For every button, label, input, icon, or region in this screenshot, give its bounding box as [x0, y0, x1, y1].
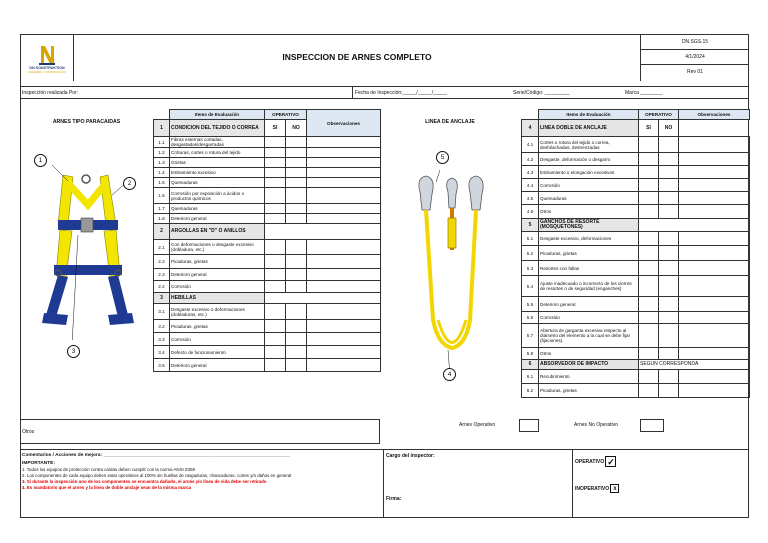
no-header: NO [286, 120, 307, 137]
item-text: Deterioro general [539, 297, 639, 312]
item-number: 4.3 [522, 166, 539, 179]
observaciones-cell[interactable] [307, 137, 381, 148]
si-cell[interactable] [265, 137, 286, 148]
arnes-no-operativo-label: Arnes No Operativo [574, 422, 618, 428]
si-cell[interactable] [265, 188, 286, 204]
table-row [522, 261, 750, 276]
observaciones-cell[interactable] [679, 384, 750, 398]
item-number: 5.1 [522, 232, 539, 246]
table-row [154, 304, 381, 320]
observaciones-cell[interactable] [679, 153, 750, 166]
si-cell[interactable] [639, 192, 659, 205]
left-evaluation-table [153, 109, 381, 372]
inoperativo-checkbox[interactable]: x [610, 484, 619, 493]
si-cell[interactable] [639, 276, 659, 297]
table-row [522, 324, 750, 348]
operativo-status [575, 456, 616, 467]
si-cell[interactable] [639, 348, 659, 360]
no-cell[interactable] [286, 333, 307, 346]
item-number: 5.7 [522, 324, 539, 348]
otros-row [20, 419, 380, 444]
no-cell[interactable] [659, 232, 679, 246]
no-cell[interactable] [659, 324, 679, 348]
firma-label: Firma: [386, 496, 402, 502]
si-cell[interactable] [639, 312, 659, 324]
item-number: 3.4 [154, 346, 170, 359]
section-spacer [265, 224, 381, 240]
otros-label: Otros [22, 429, 35, 435]
observaciones-cell[interactable] [679, 297, 750, 312]
si-header: SI [639, 120, 659, 137]
item-text: Picaduras, grietas [170, 255, 265, 269]
table-row [522, 205, 750, 219]
observaciones-cell[interactable] [307, 188, 381, 204]
section-spacer [639, 219, 750, 232]
observaciones-cell[interactable] [307, 168, 381, 178]
table-row [154, 255, 381, 269]
item-number: 5.3 [522, 261, 539, 276]
table-row [522, 276, 750, 297]
item-text: Otros [539, 205, 639, 219]
note-1: 1. Todos los equipos de protección contra caídas deben cumplir con la norma ANSI Z359 [22, 467, 195, 472]
item-number: 4.4 [522, 179, 539, 192]
section-title: HEBILLAS [170, 293, 265, 304]
no-cell[interactable] [659, 246, 679, 261]
table-row [154, 320, 381, 333]
item-text: Otros [539, 348, 639, 360]
no-cell[interactable] [659, 384, 679, 398]
item-text: Picaduras, grietas [539, 384, 639, 398]
doc-code: DN.SGS.15 [641, 34, 749, 50]
no-cell[interactable] [659, 261, 679, 276]
observaciones-cell[interactable] [679, 205, 750, 219]
observaciones-cell[interactable] [307, 281, 381, 293]
si-cell[interactable] [639, 246, 659, 261]
section-row [154, 293, 381, 304]
si-cell[interactable] [639, 324, 659, 348]
item-text: Deterioro general [170, 269, 265, 281]
item-text: Resortes con fallas [539, 261, 639, 276]
comentarios-label: Comentarios / Acciones de mejora: ______________________________________________________________________ [22, 453, 291, 458]
no-cell[interactable] [659, 166, 679, 179]
observaciones-cell[interactable] [307, 333, 381, 346]
inoperativo-label: INOPERATIVO [575, 485, 610, 492]
table-row [522, 348, 750, 360]
si-cell[interactable] [265, 333, 286, 346]
note-2: 2. Los componentes de cada equipo deben estar operativos al 100% sin huellas de rasgaduras, chancaduras, cortes y/o daños en general [22, 473, 292, 478]
item-number: 5.4 [522, 276, 539, 297]
item-number: 1.8 [154, 214, 170, 224]
table-row [522, 232, 750, 246]
item-text: Corrosión por exposición a ácidos o productos químicos [170, 188, 265, 204]
item-text: Grietas [170, 158, 265, 168]
logo-cell [20, 34, 74, 81]
callout-4: 4 [443, 368, 456, 381]
item-text: Estiramiento o elongación excesivos [539, 166, 639, 179]
item-number: 1 [154, 120, 170, 137]
item-number: 6 [522, 360, 539, 370]
item-number: 6.2 [522, 384, 539, 398]
si-cell[interactable] [639, 205, 659, 219]
note-3: 3. Si durante la inspección uno de los componentes se encuentra dañado, el arnés y/o línea de vida debe ser retirado [22, 479, 267, 484]
si-cell[interactable] [265, 168, 286, 178]
item-text: Defecto de funcionamiento [170, 346, 265, 359]
doc-date: 4/1/2024 [641, 50, 749, 65]
no-cell[interactable] [659, 137, 679, 153]
callout-2: 2 [123, 177, 136, 190]
section-title: CONDICION DEL TEJIDO O CORREA [170, 120, 265, 137]
item-text: Deterioro general [170, 214, 265, 224]
serie-label: Serie/Código: _________ [513, 90, 570, 96]
no-cell[interactable] [286, 240, 307, 255]
observaciones-cell[interactable] [307, 320, 381, 333]
no-cell[interactable] [659, 297, 679, 312]
observaciones-cell[interactable] [679, 246, 750, 261]
si-cell[interactable] [639, 261, 659, 276]
operativo-label: OPERATIVO [575, 458, 605, 465]
item-text: Con deformaciones o desgaste excesivo (dobladura, etc.) [170, 240, 265, 255]
item-text: Cortes o rotura del tejido o correa, deshilachadas, destrenzadas [539, 137, 639, 153]
observaciones-cell[interactable] [679, 179, 750, 192]
item-number: 6.1 [522, 370, 539, 384]
si-cell[interactable] [265, 320, 286, 333]
item-text: Desgaste excesivo o deformaciones (dobladuras, etc.) [170, 304, 265, 320]
item-number: 2.4 [154, 281, 170, 293]
no-cell[interactable] [286, 281, 307, 293]
si-cell[interactable] [265, 158, 286, 168]
si-header: SI [265, 120, 286, 137]
table-row [522, 370, 750, 384]
no-cell[interactable] [286, 214, 307, 224]
section-row [522, 360, 750, 370]
no-cell[interactable] [659, 205, 679, 219]
item-number: 4.2 [522, 153, 539, 166]
no-cell[interactable] [659, 192, 679, 205]
table-row [154, 178, 381, 188]
table-row [154, 158, 381, 168]
section-title: LINEA DOBLE DE ANCLAJE [539, 120, 639, 137]
right-items-header: Items de Evaluación [539, 110, 639, 120]
item-number: 4.1 [522, 137, 539, 153]
item-number: 2.1 [154, 240, 170, 255]
observaciones-cell[interactable] [679, 232, 750, 246]
info-divider [352, 86, 353, 99]
logo-name: DN KONSTRUKTION [29, 66, 65, 70]
observaciones-cell[interactable] [307, 148, 381, 158]
left-items-header: Items de Evaluación [170, 110, 265, 120]
si-cell[interactable] [265, 255, 286, 269]
si-cell[interactable] [639, 370, 659, 384]
item-number: 2.2 [154, 255, 170, 269]
logo-tagline: INGENIERIA Y CONSTRUCCION [28, 71, 66, 74]
no-cell[interactable] [286, 168, 307, 178]
item-number: 4 [522, 120, 539, 137]
left-obs-header: Observaciones [307, 110, 381, 137]
observaciones-cell[interactable] [307, 158, 381, 168]
observaciones-cell[interactable] [307, 255, 381, 269]
table-row [522, 312, 750, 324]
table-row [154, 188, 381, 204]
item-number: 5.8 [522, 348, 539, 360]
table-row [522, 166, 750, 179]
item-number: 4.6 [522, 205, 539, 219]
status-divider [572, 449, 573, 518]
lanyard-illustration [408, 170, 498, 370]
no-header: NO [659, 120, 679, 137]
table-row [522, 192, 750, 205]
si-cell[interactable] [265, 148, 286, 158]
no-cell[interactable] [659, 312, 679, 324]
item-text: Deterioro general [170, 359, 265, 372]
si-cell[interactable] [639, 297, 659, 312]
no-cell[interactable] [659, 179, 679, 192]
item-number: 4.5 [522, 192, 539, 205]
no-cell[interactable] [286, 359, 307, 372]
observaciones-cell[interactable] [307, 240, 381, 255]
item-number: 3.1 [154, 304, 170, 320]
observaciones-cell[interactable] [307, 346, 381, 359]
section-title: ABSORVEDOR DE IMPACTO [539, 360, 639, 370]
table-row [154, 333, 381, 346]
page-title: INSPECCION DE ARNES COMPLETO [282, 52, 432, 62]
header-meta [640, 34, 749, 81]
no-cell[interactable] [286, 137, 307, 148]
si-cell[interactable] [265, 214, 286, 224]
item-number: 1.2 [154, 148, 170, 158]
observaciones-cell[interactable] [307, 204, 381, 214]
table-row [522, 179, 750, 192]
item-text: Corrosión [539, 179, 639, 192]
no-cell[interactable] [286, 148, 307, 158]
item-text: Abertura de garganta excesiva respecto al diámetro del elemento a la cual se debe fijar (fijaciones). [539, 324, 639, 348]
table-row [154, 148, 381, 158]
item-number: 1.3 [154, 158, 170, 168]
item-number: 3.2 [154, 320, 170, 333]
item-number: 1.5 [154, 178, 170, 188]
table-row [522, 246, 750, 261]
item-text: Desgaste, deformación o desgarro [539, 153, 639, 166]
item-text: Recubrimiento [539, 370, 639, 384]
si-cell[interactable] [639, 153, 659, 166]
observaciones-cell[interactable] [307, 269, 381, 281]
no-cell[interactable] [286, 158, 307, 168]
si-cell[interactable] [639, 137, 659, 153]
arnes-operativo-label: Arnes Operativo [459, 422, 496, 428]
item-text: Fibras externas cortadas, desgastadas/desgarradas [170, 137, 265, 148]
table-row [154, 346, 381, 359]
item-number: 1.6 [154, 188, 170, 204]
arnes-no-operativo-box[interactable] [640, 419, 664, 432]
table-row [154, 214, 381, 224]
item-text: Estiramiento excesivo [170, 168, 265, 178]
no-cell[interactable] [286, 178, 307, 188]
si-cell[interactable] [265, 281, 286, 293]
section-spacer [265, 293, 381, 304]
table-row [522, 137, 750, 153]
no-cell[interactable] [659, 276, 679, 297]
doc-revision: Rev 01 [687, 69, 703, 75]
item-text: Ajuste inadecuado o incorrecto de los cierres de resortes o de seguridad (enganches) [539, 276, 639, 297]
observaciones-cell[interactable] [679, 166, 750, 179]
si-cell[interactable] [639, 166, 659, 179]
callout-5: 5 [436, 151, 449, 164]
table-row [522, 153, 750, 166]
no-cell[interactable] [659, 370, 679, 384]
item-number: 5.2 [522, 246, 539, 261]
si-cell[interactable] [639, 384, 659, 398]
section-row [522, 120, 750, 137]
observaciones-cell[interactable] [679, 192, 750, 205]
observaciones-cell[interactable] [307, 178, 381, 188]
section-note: SEGUN CORRESPONDA [639, 360, 750, 370]
si-cell[interactable] [265, 269, 286, 281]
marca-label: Marca ________ [625, 90, 663, 96]
no-cell[interactable] [286, 188, 307, 204]
observaciones-cell[interactable] [679, 261, 750, 276]
observaciones-cell[interactable] [679, 137, 750, 153]
observaciones-cell[interactable] [679, 370, 750, 384]
right-obs-header: Observaciones [679, 110, 750, 120]
si-cell[interactable] [265, 346, 286, 359]
no-cell[interactable] [286, 320, 307, 333]
item-number: 5 [522, 219, 539, 232]
si-cell[interactable] [265, 359, 286, 372]
left-operativo-header: OPERATIVO [265, 110, 307, 120]
table-row [154, 204, 381, 214]
table-row [154, 359, 381, 372]
item-text: Picaduras, grietas [539, 246, 639, 261]
table-row [154, 137, 381, 148]
observaciones-cell[interactable] [307, 214, 381, 224]
item-text: Corrosión [170, 333, 265, 346]
no-cell[interactable] [659, 348, 679, 360]
item-text: Corrosión [170, 281, 265, 293]
item-text: Picaduras, grietas [170, 320, 265, 333]
item-text: Cróturas, cortes o rotura del tejido [170, 148, 265, 158]
item-number: 3 [154, 293, 170, 304]
item-number: 1.1 [154, 137, 170, 148]
si-cell[interactable] [265, 178, 286, 188]
item-number: 5.5 [522, 297, 539, 312]
si-cell[interactable] [265, 240, 286, 255]
note-4: 4. Es mandatorio que el arnes y la linea de doble anclaje sean de la misma marca [22, 485, 192, 490]
no-cell[interactable] [286, 269, 307, 281]
observaciones-cell[interactable] [679, 348, 750, 360]
importante-label: IMPORTANTE: [22, 461, 55, 466]
no-cell[interactable] [286, 204, 307, 214]
operativo-checkbox[interactable]: ✓ [607, 457, 615, 467]
no-cell[interactable] [659, 153, 679, 166]
no-cell[interactable] [286, 255, 307, 269]
si-cell[interactable] [265, 304, 286, 320]
cargo-label: Cargo del inspector: [386, 453, 435, 459]
si-cell[interactable] [639, 179, 659, 192]
item-number: 1.7 [154, 204, 170, 214]
item-number: 3.5 [154, 359, 170, 372]
item-text: Corrosión [539, 312, 639, 324]
no-cell[interactable] [286, 346, 307, 359]
item-number: 5.6 [522, 312, 539, 324]
item-number: 3.3 [154, 333, 170, 346]
table-row [154, 168, 381, 178]
right-evaluation-table [521, 109, 750, 398]
item-number: 1.4 [154, 168, 170, 178]
item-text: Desgaste excesivo, deformaciones [539, 232, 639, 246]
observaciones-cell[interactable] [679, 276, 750, 297]
table-row [154, 240, 381, 255]
observaciones-cell[interactable] [307, 304, 381, 320]
callout-3: 3 [67, 345, 80, 358]
item-text: Quemaduras [170, 204, 265, 214]
observaciones-cell[interactable] [307, 359, 381, 372]
table-row [522, 297, 750, 312]
table-row [154, 281, 381, 293]
left-image-title: ARNES TIPO PARACAIDAS [52, 119, 121, 125]
harness-illustration [28, 165, 148, 340]
observaciones-cell[interactable] [679, 312, 750, 324]
callout-1: 1 [34, 154, 47, 167]
si-cell[interactable] [639, 232, 659, 246]
table-row [154, 269, 381, 281]
right-operativo-header: OPERATIVO [639, 110, 679, 120]
right-image-title: LINEA DE ANCLAJE [425, 119, 475, 125]
item-number: 2 [154, 224, 170, 240]
section-row [154, 224, 381, 240]
section-title: ARGOLLAS EN "D" O ANILLOS [170, 224, 265, 240]
si-cell[interactable] [265, 204, 286, 214]
inspector-label: Inspección realizada Por: [22, 90, 79, 96]
item-text: Quemaduras [170, 178, 265, 188]
arnes-operativo-box[interactable] [519, 419, 539, 432]
observaciones-cell[interactable] [679, 324, 750, 348]
no-cell[interactable] [286, 304, 307, 320]
item-number: 2.3 [154, 269, 170, 281]
section-title: GANCHOS DE RESORTE (MOSQUETONES) [539, 219, 639, 232]
section-row [522, 219, 750, 232]
inoperativo-status [575, 484, 619, 493]
item-text: Quemaduras [539, 192, 639, 205]
table-row [522, 384, 750, 398]
fecha-label: Fecha de Inspección:_____/_____/_____ [355, 90, 448, 96]
